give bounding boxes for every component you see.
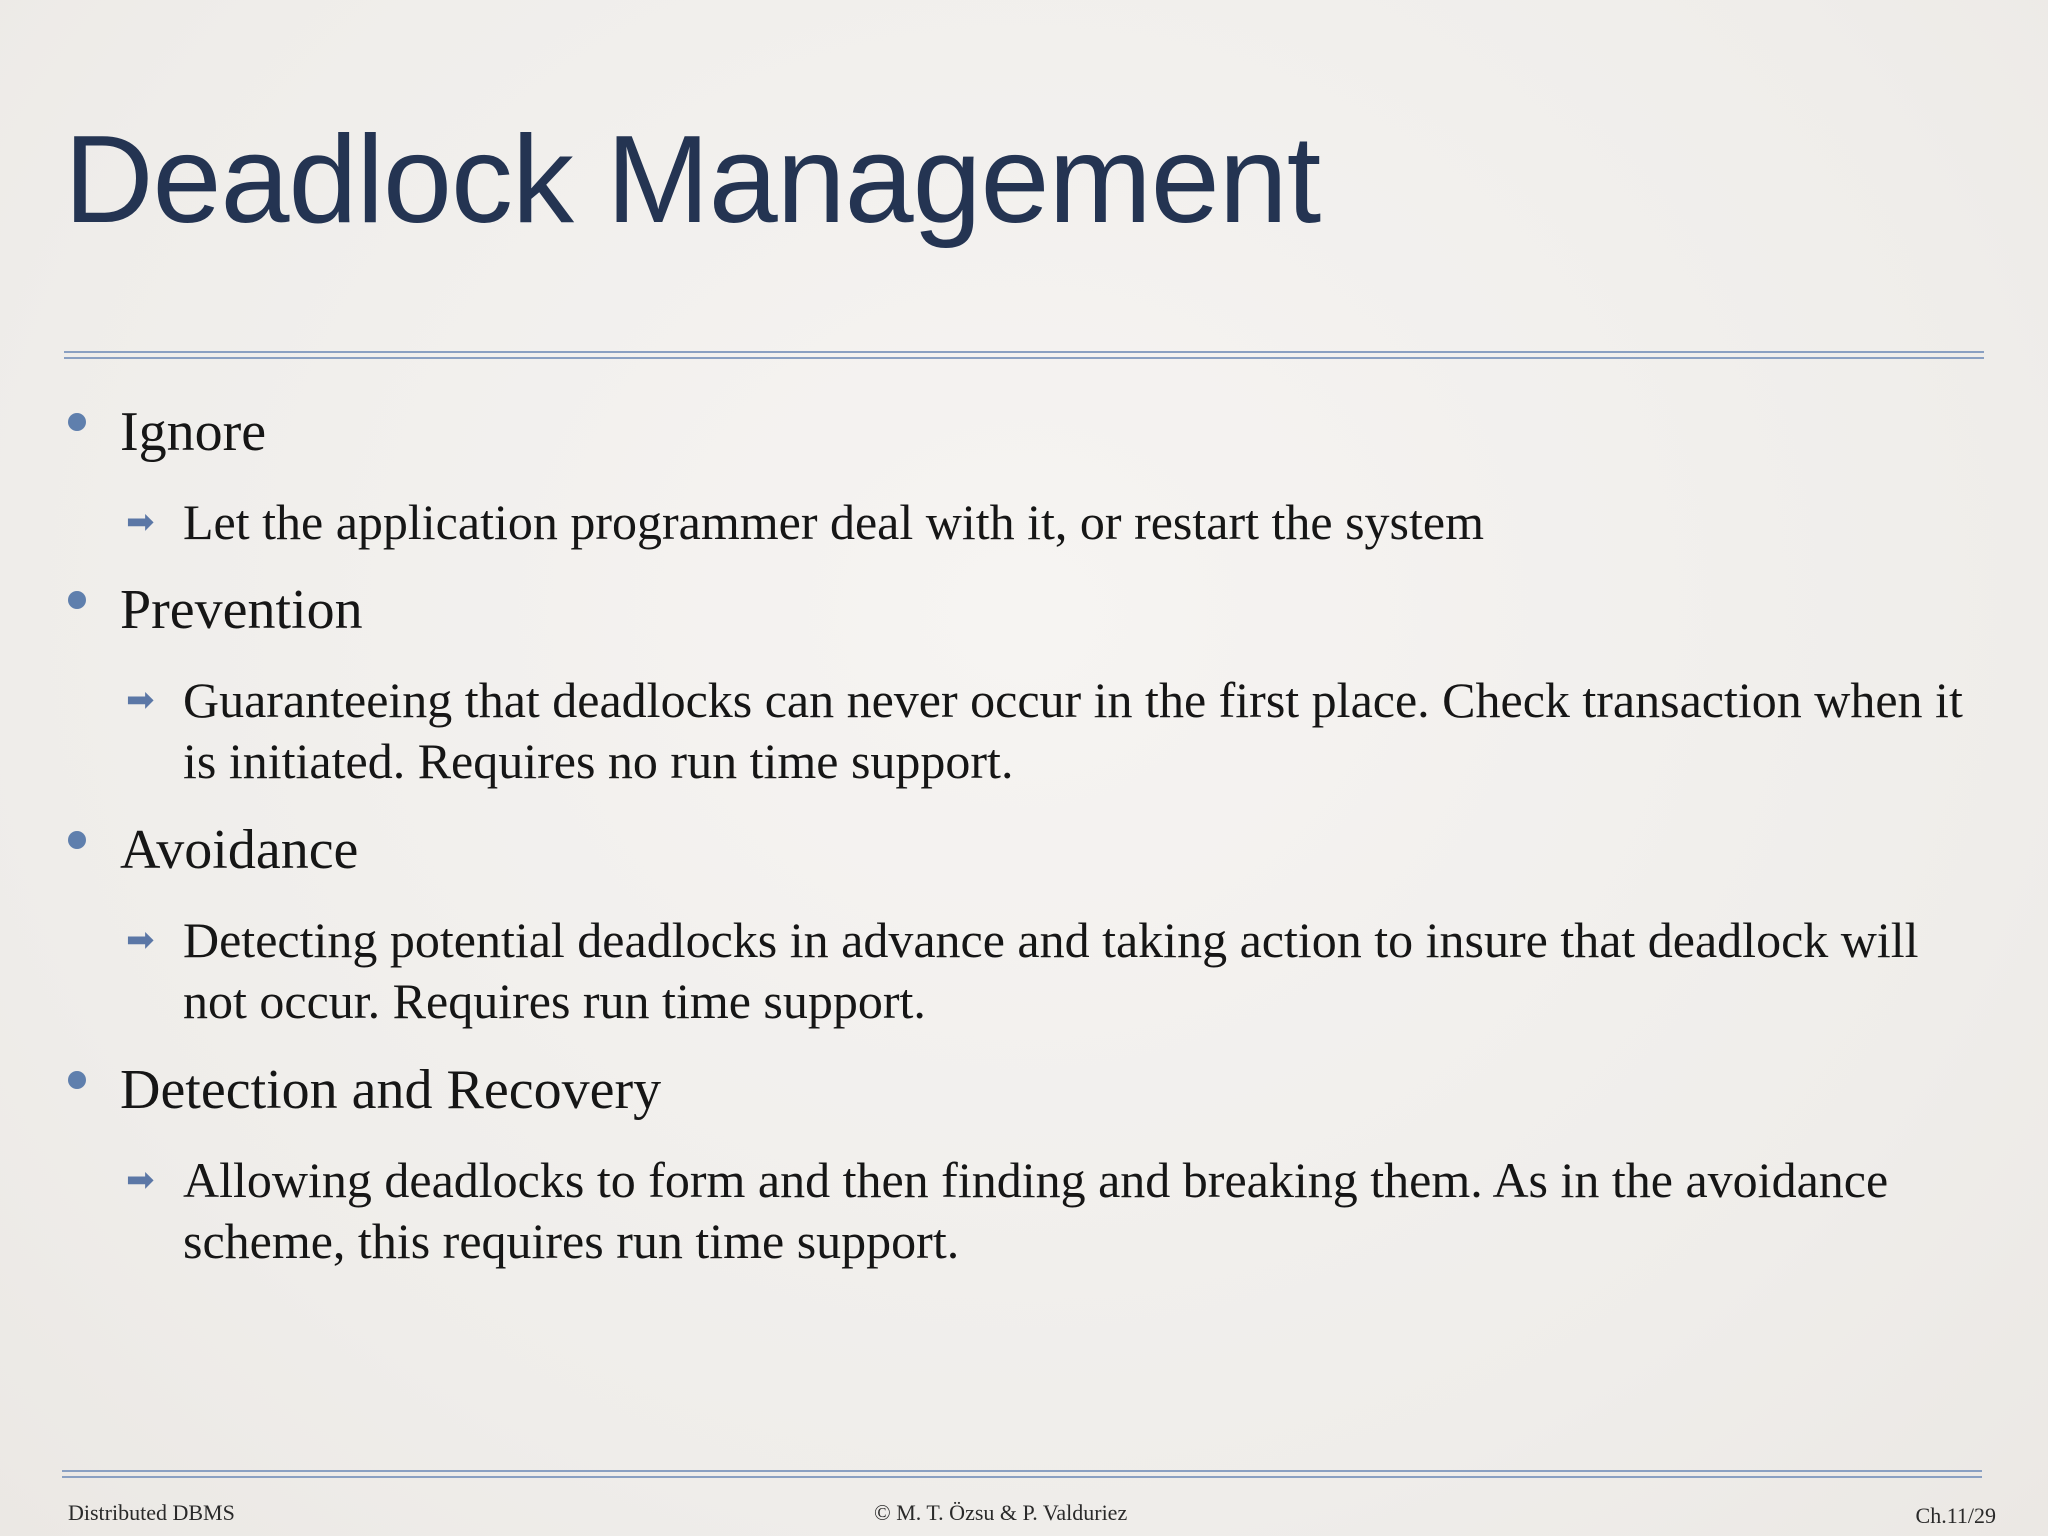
sub-bullet-text: Guaranteeing that deadlocks can never occur in the first place. Check transaction when it is initiated. Requires no run time support. [183, 672, 1963, 789]
right-arrow-icon: ➡ [126, 1160, 155, 1200]
sub-bullet-text: Detecting potential deadlocks in advance and taking action to insure that deadlock will not occur. Requires run time support. [183, 912, 1919, 1029]
bullet-label: Ignore [120, 401, 267, 463]
bullet-dot-icon [68, 831, 86, 849]
sub-bullet-avoidance [126, 910, 1986, 1032]
footer-page-number: Ch.11/29 [1915, 1503, 1996, 1528]
sub-bullet-ignore [126, 492, 1986, 553]
right-arrow-icon: ➡ [126, 502, 155, 542]
bullet-label: Avoidance [120, 819, 359, 881]
bullet-label: Detection and Recovery [120, 1059, 662, 1121]
right-arrow-icon: ➡ [126, 680, 155, 720]
bullet-dot-icon [68, 591, 86, 609]
footer-course: Distributed DBMS [68, 1500, 235, 1525]
title-divider [64, 351, 1984, 353]
slide-title: Deadlock Management [64, 111, 1321, 249]
sub-bullet-text: Allowing deadlocks to form and then finding and breaking them. As in the avoidance scheme, this requires run time support. [183, 1152, 1889, 1269]
bullet-dot-icon [68, 1071, 86, 1089]
sub-bullet-text: Let the application programmer deal with it, or restart the system [183, 494, 1484, 550]
footer-divider [62, 1476, 1982, 1478]
right-arrow-icon: ➡ [126, 920, 155, 960]
sub-bullet-prevention [126, 670, 1986, 792]
title-divider [64, 357, 1984, 359]
bullet-dot-icon [68, 413, 86, 431]
sub-bullet-detection-recovery [126, 1150, 1986, 1272]
footer-copyright: © M. T. Özsu & P. Valduriez [874, 1500, 1128, 1525]
footer-divider [62, 1470, 1982, 1472]
bullet-label: Prevention [120, 579, 363, 641]
